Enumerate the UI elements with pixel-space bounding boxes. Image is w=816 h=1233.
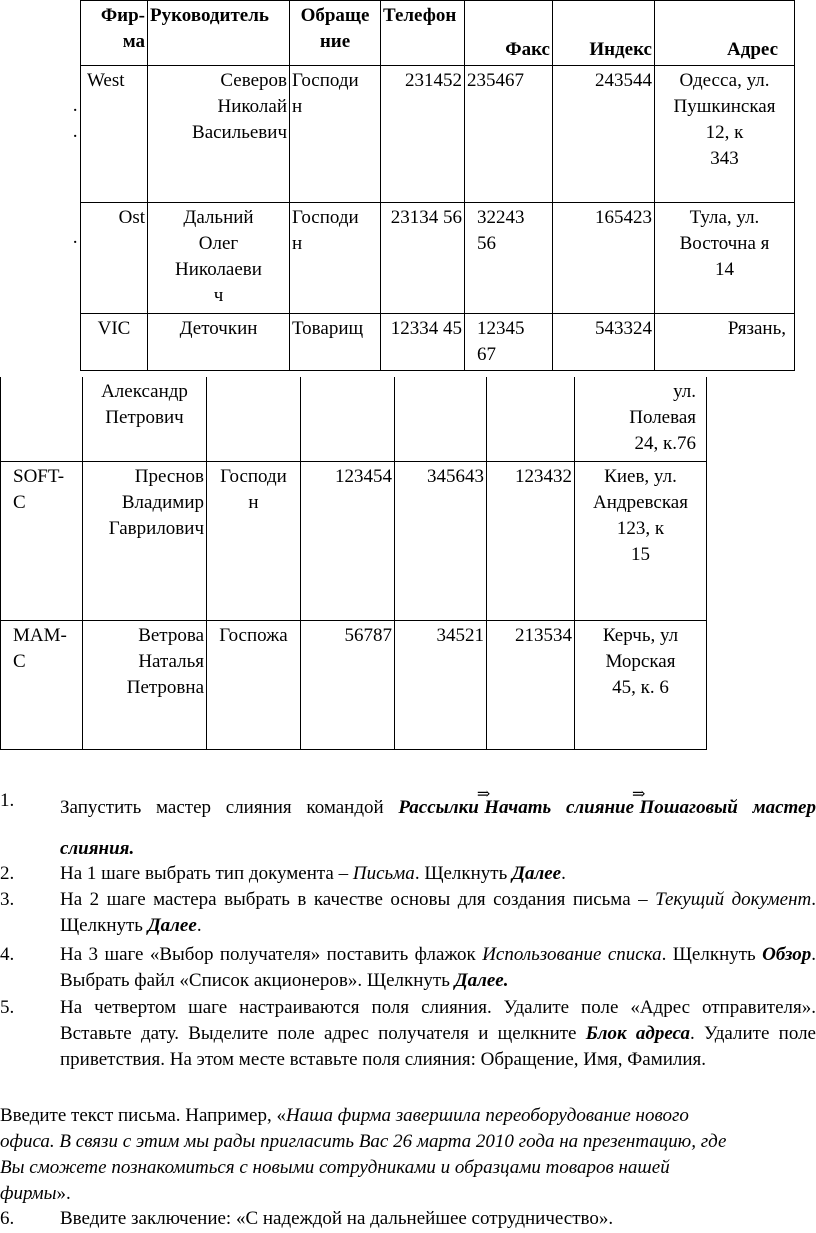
header-index: Индекс (553, 1, 655, 66)
cell-index: 543324 (553, 314, 655, 371)
cell-salutation: Господи н (290, 66, 381, 203)
table-row (1, 621, 707, 750)
cell-index: 213534 (487, 621, 575, 750)
list-bullet: · (72, 126, 79, 147)
cell-salutation: Товарищ (290, 314, 381, 371)
cell-firm (1, 377, 83, 462)
cell-phone: 23134 56 (381, 203, 465, 314)
table-row (1, 377, 707, 462)
cell-firm: VIC (81, 314, 148, 371)
cell-phone: 231452 (381, 66, 465, 203)
cell-index (487, 377, 575, 462)
header-firm: Фир- ма (81, 1, 148, 66)
cell-phone: 123454 (301, 462, 395, 621)
cell-head: Северов Николай Васильевич (148, 66, 290, 203)
cell-index: 123432 (487, 462, 575, 621)
cell-salutation: Господи н (290, 203, 381, 314)
cell-fax (395, 377, 487, 462)
cell-address: Одесса, ул. Пушкинская 12, к 343 (655, 66, 795, 203)
header-phone: Телефон (381, 1, 465, 66)
cell-head: Деточкин (148, 314, 290, 371)
cell-address: Рязань, (655, 314, 795, 371)
cell-address: Тула, ул. Восточна я 14 (655, 203, 795, 314)
cell-fax: 12345 67 (465, 314, 553, 371)
table-row (1, 462, 707, 621)
cell-salutation (207, 377, 301, 462)
cell-firm: West (81, 66, 148, 203)
cell-phone (301, 377, 395, 462)
cell-phone: 12334 45 (381, 314, 465, 371)
cell-salutation: Господи н (207, 462, 301, 621)
letter-text-paragraph: Введите текст письма. Например, «Наша фирма завершила переоборудование нового офиса. В связи с этим мы рады пригласить Вас 26 марта 2010 года на презентацию, где Вы сможете познакомиться с новыми сотрудниками и образцами товаров нашей фирмы». (0, 1105, 727, 1204)
list-bullet: · (72, 232, 79, 253)
cell-head: Александр Петрович (83, 377, 207, 462)
arrow-icon: ⇒ (632, 786, 646, 803)
cell-fax: 235467 (465, 66, 553, 203)
cell-index: 243544 (553, 66, 655, 203)
cell-head: Ветрова Наталья Петровна (83, 621, 207, 750)
cell-address: Керчь, ул Морская 45, к. 6 (575, 621, 707, 750)
shareholders-table-top (80, 0, 795, 371)
cell-address: Киев, ул. Андревская 123, к 15 (575, 462, 707, 621)
cell-fax: 32243 56 (465, 203, 553, 314)
list-bullet: · (72, 100, 79, 121)
header-head: Руководитель (148, 1, 290, 66)
shareholders-table-bottom (0, 377, 707, 750)
cell-firm: SOFT- C (1, 462, 83, 621)
table-row (81, 314, 795, 371)
header-salutation: Обраще ние (290, 1, 381, 66)
header-address: Адрес (655, 1, 795, 66)
cell-phone: 56787 (301, 621, 395, 750)
cell-head: Дальний Олег Николаеви ч (148, 203, 290, 314)
arrow-icon: ⇒ (476, 786, 491, 803)
table-row (81, 203, 795, 314)
table-row (81, 66, 795, 203)
cell-fax: 345643 (395, 462, 487, 621)
cell-index: 165423 (553, 203, 655, 314)
cell-fax: 34521 (395, 621, 487, 750)
cell-firm: MAM- C (1, 621, 83, 750)
table-header-row (81, 1, 795, 66)
cell-salutation: Госпожа (207, 621, 301, 750)
cell-head: Преснов Владимир Гаврилович (83, 462, 207, 621)
cell-firm: Ost (81, 203, 148, 314)
cell-address: ул. Полевая 24, к.76 (575, 377, 707, 462)
header-fax: Факс (465, 1, 553, 66)
